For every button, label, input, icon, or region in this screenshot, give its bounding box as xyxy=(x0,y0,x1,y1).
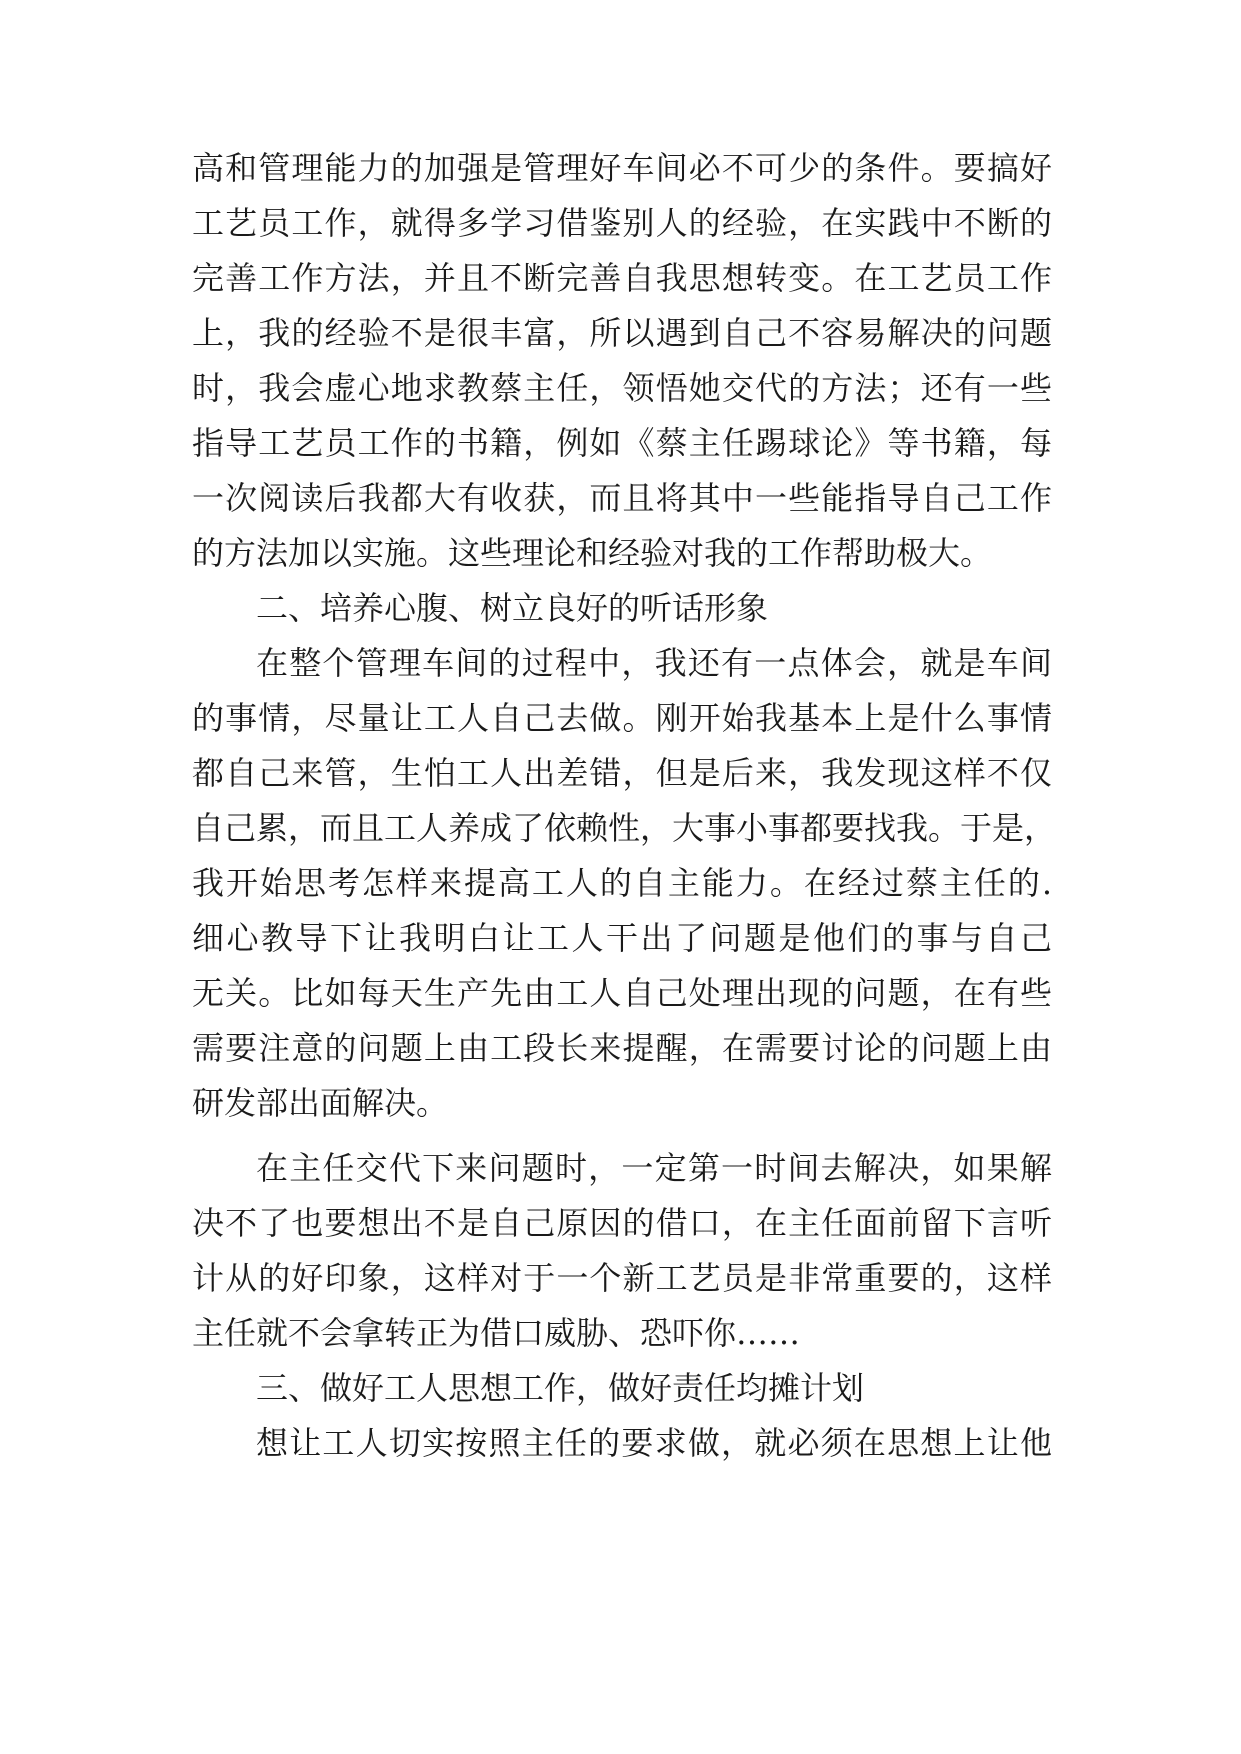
paragraph-line-15: 细心教导下让我明白让工人干出了问题是他们的事与自己 xyxy=(192,919,1052,957)
paragraph-line-12: 都自己来管，生怕工人出差错，但是后来，我发现这样不仅 xyxy=(192,754,1052,792)
paragraph-line-14: 我开始思考怎样来提高工人的自主能力。在经过蔡主任的. xyxy=(192,864,1052,902)
paragraph-line-20: 决不了也要想出不是自己原因的借口，在主任面前留下言听 xyxy=(192,1204,1052,1242)
paragraph-line-16: 无关。比如每天生产先由工人自己处理出现的问题，在有些 xyxy=(192,974,1052,1012)
paragraph-line-17: 需要注意的问题上由工段长来提醒，在需要讨论的问题上由 xyxy=(192,1029,1052,1067)
paragraph-line-7: 一次阅读后我都大有收获，而且将其中一些能指导自己工作 xyxy=(192,479,1052,517)
paragraph-line-21: 计从的好印象，这样对于一个新工艺员是非常重要的，这样 xyxy=(192,1259,1052,1297)
section-heading-3: 三、做好工人思想工作，做好责任均摊计划 xyxy=(256,1369,865,1407)
paragraph-line-10: 在整个管理车间的过程中，我还有一点体会，就是车间 xyxy=(256,644,1052,682)
section-heading-2: 二、培养心腹、树立良好的听话形象 xyxy=(256,589,769,627)
paragraph-line-8: 的方法加以实施。这些理论和经验对我的工作帮助极大。 xyxy=(192,534,993,572)
paragraph-line-19: 在主任交代下来问题时，一定第一时间去解决，如果解 xyxy=(256,1149,1052,1187)
paragraph-line-1: 高和管理能力的加强是管理好车间必不可少的条件。要搞好 xyxy=(192,149,1052,187)
paragraph-line-6: 指导工艺员工作的书籍，例如《蔡主任踢球论》等书籍，每 xyxy=(192,424,1052,462)
paragraph-line-2: 工艺员工作，就得多学习借鉴别人的经验，在实践中不断的 xyxy=(192,204,1052,242)
paragraph-line-3: 完善工作方法，并且不断完善自我思想转变。在工艺员工作 xyxy=(192,259,1052,297)
paragraph-line-18: 研发部出面解决。 xyxy=(192,1084,449,1122)
paragraph-line-13: 自己累，而且工人养成了依赖性，大事小事都要找我。于是， xyxy=(192,809,1057,847)
paragraph-line-22: 主任就不会拿转正为借口威胁、恐吓你…… xyxy=(192,1314,801,1352)
paragraph-line-5: 时，我会虚心地求教蔡主任，领悟她交代的方法；还有一些 xyxy=(192,369,1052,407)
paragraph-line-11: 的事情，尽量让工人自己去做。刚开始我基本上是什么事情 xyxy=(192,699,1052,737)
paragraph-line-24: 想让工人切实按照主任的要求做，就必须在思想上让他 xyxy=(256,1424,1052,1462)
paragraph-line-4: 上，我的经验不是很丰富，所以遇到自己不容易解决的问题 xyxy=(192,314,1052,352)
